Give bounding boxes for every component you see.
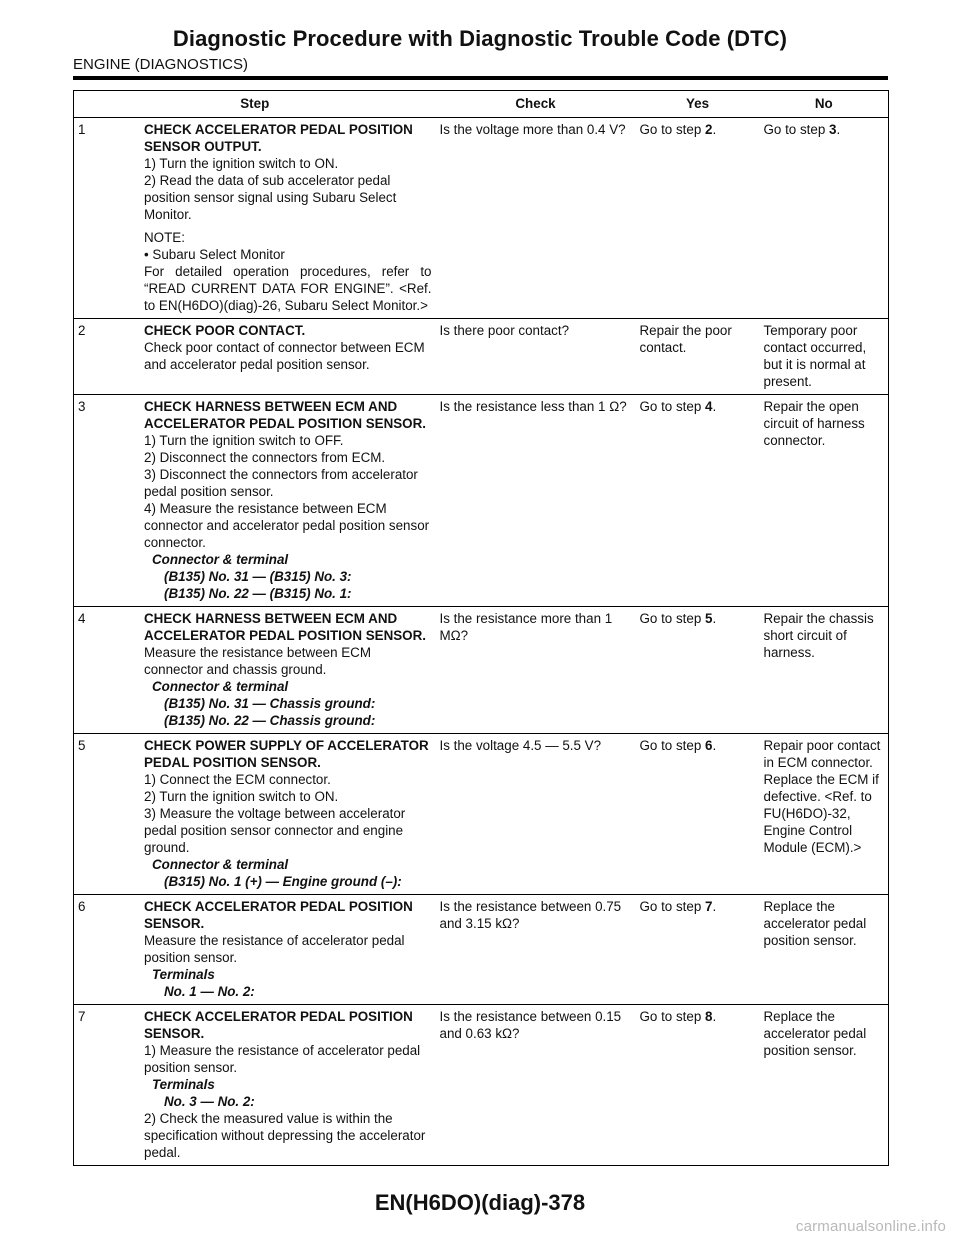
table-row <box>74 895 889 1005</box>
yes-cell <box>636 1005 760 1166</box>
procedure-table <box>73 90 889 1166</box>
table-row <box>74 395 889 607</box>
yes-text: Go to step <box>639 611 706 626</box>
step-number: 3 <box>78 399 86 414</box>
step-instruction: 3) Measure the voltage between accelerator pedal position sensor connector and engine ground. <box>144 806 406 855</box>
no-cell: Temporary poor contact occurred, but it is normal at present. <box>760 319 889 395</box>
no-step-ref: 3 <box>829 122 837 137</box>
yes-text-end: . <box>712 899 717 914</box>
yes-step-ref: 5 <box>705 611 713 626</box>
step-cell <box>74 895 436 1005</box>
step-title: CHECK ACCELERATOR PEDAL POSITION SENSOR. <box>144 899 413 931</box>
connector-terminal-item: (B315) No. 1 (+) — Engine ground (–): <box>164 874 402 889</box>
connector-terminal-item: (B135) No. 22 — (B315) No. 1: <box>164 586 352 601</box>
step-cell <box>74 395 436 607</box>
step-cell <box>74 118 436 319</box>
step-instruction: Measure the resistance of accelerator pedal position sensor. <box>144 933 405 965</box>
yes-cell <box>636 895 760 1005</box>
check-cell: Is the resistance less than 1 Ω? <box>436 395 636 607</box>
step-cell <box>74 607 436 734</box>
yes-text: Go to step <box>639 399 706 414</box>
header-step: Step <box>74 91 436 118</box>
step-title: CHECK POOR CONTACT. <box>144 323 306 338</box>
no-text: Go to step <box>763 122 830 137</box>
step-number: 1 <box>78 122 86 137</box>
section-label: ENGINE (DIAGNOSTICS) <box>73 56 249 73</box>
yes-text-end: . <box>712 611 717 626</box>
step-instruction: 1) Turn the ignition switch to ON. <box>144 156 339 171</box>
terminals-heading: Terminals <box>152 1077 215 1092</box>
header-yes: Yes <box>636 91 760 118</box>
page-number: EN(H6DO)(diag)-378 <box>374 1190 586 1215</box>
table-row <box>74 1005 889 1166</box>
note-heading: NOTE: <box>144 230 185 245</box>
connector-terminal-item: (B135) No. 22 — Chassis ground: <box>164 713 376 728</box>
step-instruction: Measure the resistance between ECM connector and chassis ground. <box>144 645 372 677</box>
yes-text-end: . <box>712 399 717 414</box>
step-title: CHECK HARNESS BETWEEN ECM AND ACCELERATOR PEDAL POSITION SENSOR. <box>144 399 426 431</box>
step-number: 2 <box>78 323 86 338</box>
connector-terminal-heading: Connector & terminal <box>152 552 289 567</box>
check-cell: Is the resistance more than 1 MΩ? <box>436 607 636 734</box>
no-cell: Replace the accelerator pedal position sensor. <box>760 1005 889 1166</box>
header-rule <box>73 76 888 80</box>
note-line: For detailed operation procedures, refer to “READ CURRENT DATA FOR ENGINE”. <Ref. to EN(H6DO)(diag)-26, Subaru Select Monitor.> <box>144 264 432 313</box>
step-title: CHECK HARNESS BETWEEN ECM AND ACCELERATOR PEDAL POSITION SENSOR. <box>144 611 426 643</box>
yes-step-ref: 8 <box>705 1009 713 1024</box>
yes-text-end: . <box>712 738 717 753</box>
yes-text: Go to step <box>639 1009 706 1024</box>
step-instruction: 1) Measure the resistance of accelerator pedal position sensor. <box>144 1043 421 1075</box>
step-number: 6 <box>78 899 86 914</box>
step-instruction: 2) Turn the ignition switch to ON. <box>144 789 339 804</box>
step-cell <box>74 319 436 395</box>
terminals-item: No. 3 — No. 2: <box>164 1094 255 1109</box>
header-no: No <box>760 91 889 118</box>
watermark: carmanualsonline.info <box>795 1218 946 1235</box>
no-cell: Repair the open circuit of harness connector. <box>760 395 889 607</box>
connector-terminal-item: (B135) No. 31 — Chassis ground: <box>164 696 376 711</box>
yes-text-end: . <box>712 1009 717 1024</box>
connector-terminal-heading: Connector & terminal <box>152 857 289 872</box>
page-title: Diagnostic Procedure with Diagnostic Trouble Code (DTC) <box>172 26 788 51</box>
connector-terminal-heading: Connector & terminal <box>152 679 289 694</box>
no-cell: Repair poor contact in ECM connector. Replace the ECM if defective. <Ref. to FU(H6DO)-32, Engine Control Module (ECM).> <box>760 734 889 895</box>
step-instruction: 2) Disconnect the connectors from ECM. <box>144 450 386 465</box>
check-cell: Is the voltage 4.5 — 5.5 V? <box>436 734 636 895</box>
step-instruction: 2) Check the measured value is within the specification without depressing the accelerator pedal. <box>144 1111 426 1160</box>
connector-terminal-item: (B135) No. 31 — (B315) No. 3: <box>164 569 352 584</box>
step-instruction: 4) Measure the resistance between ECM connector and accelerator pedal position sensor connector. <box>144 501 430 550</box>
table-row <box>74 319 889 395</box>
check-cell: Is the resistance between 0.15 and 0.63 kΩ? <box>436 1005 636 1166</box>
yes-text: Go to step <box>639 738 706 753</box>
table-row <box>74 118 889 319</box>
yes-cell <box>636 734 760 895</box>
yes-cell <box>636 607 760 734</box>
yes-cell <box>636 395 760 607</box>
step-title: CHECK ACCELERATOR PEDAL POSITION SENSOR. <box>144 1009 413 1041</box>
step-title: CHECK ACCELERATOR PEDAL POSITION SENSOR OUTPUT. <box>144 122 413 154</box>
check-cell: Is the resistance between 0.75 and 3.15 kΩ? <box>436 895 636 1005</box>
yes-text-end: . <box>712 122 717 137</box>
check-cell: Is the voltage more than 0.4 V? <box>436 118 636 319</box>
terminals-heading: Terminals <box>152 967 215 982</box>
no-cell: Repair the chassis short circuit of harness. <box>760 607 889 734</box>
step-number: 5 <box>78 738 86 753</box>
step-number: 7 <box>78 1009 86 1024</box>
table-header-row <box>74 91 889 118</box>
check-cell: Is there poor contact? <box>436 319 636 395</box>
note-line: • Subaru Select Monitor <box>144 247 285 262</box>
yes-step-ref: 6 <box>705 738 713 753</box>
step-instruction: 3) Disconnect the connectors from accelerator pedal position sensor. <box>144 467 418 499</box>
table-row <box>74 734 889 895</box>
table-row <box>74 607 889 734</box>
yes-cell <box>636 118 760 319</box>
yes-step-ref: 7 <box>705 899 713 914</box>
yes-text: Go to step <box>639 899 706 914</box>
step-instruction: 1) Connect the ECM connector. <box>144 772 331 787</box>
no-cell <box>760 118 889 319</box>
step-number: 4 <box>78 611 86 626</box>
yes-text: Go to step <box>639 122 706 137</box>
step-title: CHECK POWER SUPPLY OF ACCELERATOR PEDAL POSITION SENSOR. <box>144 738 429 770</box>
no-text-end: . <box>836 122 841 137</box>
step-cell <box>74 1005 436 1166</box>
terminals-item: No. 1 — No. 2: <box>164 984 255 999</box>
step-instruction: 2) Read the data of sub accelerator pedal position sensor signal using Subaru Select Monitor. <box>144 173 397 222</box>
step-instruction: Check poor contact of connector between ECM and accelerator pedal position sensor. <box>144 340 425 372</box>
yes-step-ref: 2 <box>705 122 713 137</box>
yes-cell: Repair the poor contact. <box>636 319 760 395</box>
step-cell <box>74 734 436 895</box>
header-check: Check <box>436 91 636 118</box>
no-cell: Replace the accelerator pedal position sensor. <box>760 895 889 1005</box>
yes-step-ref: 4 <box>705 399 713 414</box>
step-instruction: 1) Turn the ignition switch to OFF. <box>144 433 344 448</box>
